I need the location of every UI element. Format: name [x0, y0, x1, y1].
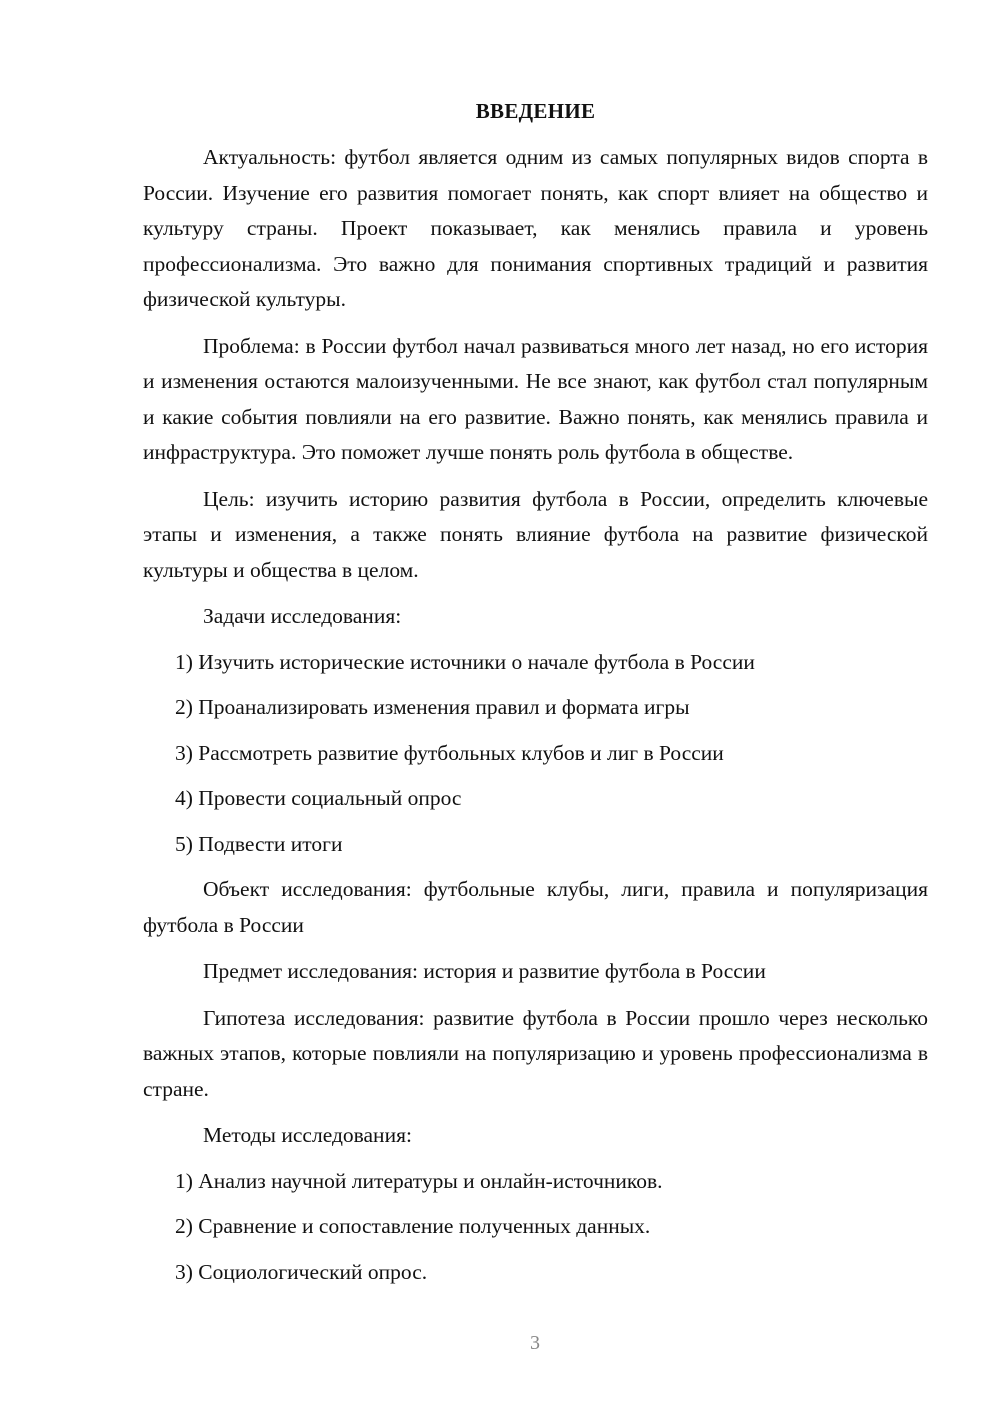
methods-list — [143, 1164, 928, 1291]
methods-label: Методы исследования: — [203, 1123, 412, 1147]
hypothesis-paragraph: Гипотеза исследования: развитие футбола в России прошло через несколько важных этапов, которые повлияли на популяризацию и уровень профессионализма в стране. — [143, 1005, 928, 1101]
list-item: 2) Проанализировать изменения правил и формата игры — [175, 695, 690, 719]
relevance-paragraph: Актуальность: футбол является одним из самых популярных видов спорта в России. Изучение его развития помогает понять, как спорт влияет на общество и культуру страны. Проект показывает, как менялись правила и уровень профессионализма. Это важно для понимания спортивных традиций и развития физической культуры. — [143, 145, 928, 311]
tasks-list — [143, 645, 928, 863]
list-item: 4) Провести социальный опрос — [175, 786, 462, 810]
document-page — [143, 96, 928, 1300]
object-paragraph: Объект исследования: футбольные клубы, лиги, правила и популяризация футбола в России — [143, 877, 928, 937]
list-item: 1) Изучить исторические источники о начале футбола в России — [175, 649, 755, 674]
section-heading: ВВЕДЕНИЕ — [475, 99, 596, 123]
tasks-label: Задачи исследования: — [203, 604, 402, 628]
list-item: 3) Социологический опрос. — [175, 1259, 428, 1284]
problem-paragraph: Проблема: в России футбол начал развиваться много лет назад, но его история и изменения остаются малоизученными. Не все знают, как футбол стал популярным и какие события повлияли на его развитие. Важно понять, как менялись правила и инфраструктура. Это поможет лучше понять роль футбола в обществе. — [143, 333, 928, 464]
goal-paragraph: Цель: изучить историю развития футбола в России, определить ключевые этапы и изменения, а также понять влияние футбола на развитие физической культуры и общества в целом. — [143, 486, 928, 582]
list-item: 1) Анализ научной литературы и онлайн-источников. — [175, 1168, 663, 1193]
list-item: 3) Рассмотреть развитие футбольных клубов и лиг в России — [175, 740, 724, 765]
list-item: 2) Сравнение и сопоставление полученных данных. — [175, 1214, 651, 1238]
page-number: 3 — [530, 1332, 540, 1354]
subject-paragraph: Предмет исследования: история и развитие футбола в России — [203, 959, 766, 983]
list-item: 5) Подвести итоги — [175, 831, 343, 856]
